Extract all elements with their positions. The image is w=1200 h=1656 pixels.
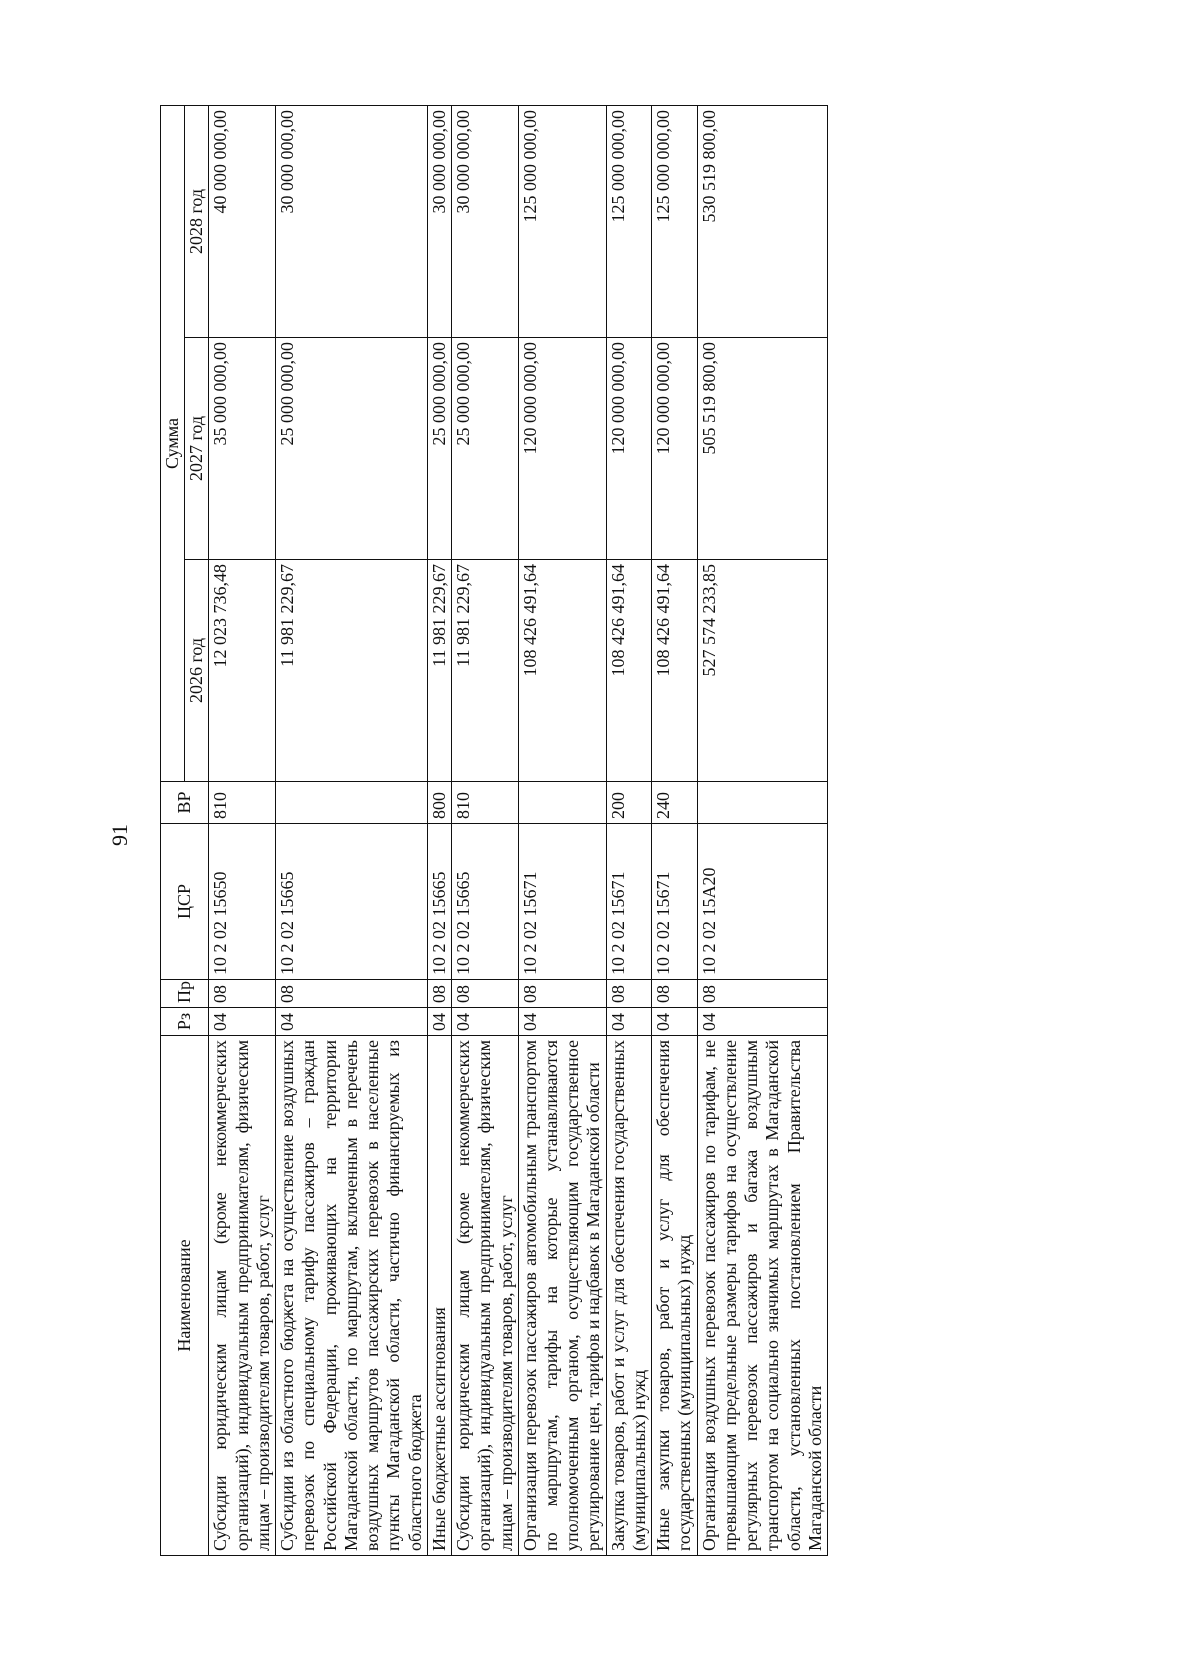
row-amount-2028: 30 000 000,00	[427, 105, 451, 337]
row-amount-2027: 25 000 000,00	[276, 338, 428, 560]
header-name: Наименование	[161, 1036, 209, 1556]
row-name: Субсидии из областного бюджета на осуществление воздушных перевозок по специальному тарифу пассажиров – граждан Российской Федерации, проживающих на территории Магаданской области, по маршрутам, включенным в перечень воздушных маршрутов пассажирских перевозок в населенные пункты Магаданской области, частично финансируемых из областного бюджета	[276, 1036, 428, 1556]
row-name: Организация перевозок пассажиров автомобильным транспортом по маршрутам, тарифы на которые устанавливаются уполномоченным органом, осуществляющим государственное регулирование цен, тарифов и надбавок в Магаданской области	[518, 1036, 606, 1556]
row-vr: 810	[209, 782, 276, 824]
row-amount-2028: 30 000 000,00	[276, 105, 428, 337]
header-pr: Пр	[161, 980, 209, 1008]
table-row	[606, 105, 651, 1555]
table-row	[427, 105, 451, 1555]
row-amount-2028: 125 000 000,00	[518, 105, 606, 337]
row-pr: 08	[276, 980, 428, 1008]
row-amount-2028: 125 000 000,00	[652, 105, 697, 337]
row-vr: 200	[606, 782, 651, 824]
row-amount-2026: 527 574 233,85	[697, 560, 827, 782]
row-pr: 08	[452, 980, 519, 1008]
row-vr: 800	[427, 782, 451, 824]
header-vr: ВР	[161, 782, 209, 824]
row-rz: 04	[209, 1008, 276, 1036]
row-amount-2027: 25 000 000,00	[427, 338, 451, 560]
row-rz: 04	[606, 1008, 651, 1036]
row-amount-2026: 108 426 491,64	[518, 560, 606, 782]
row-csr: 10 2 02 15671	[606, 824, 651, 980]
row-name: Субсидии юридическим лицам (кроме некоммерческих организаций), индивидуальным предпринимателям, физическим лицам – производителям товаров, работ, услуг	[209, 1036, 276, 1556]
row-pr: 08	[652, 980, 697, 1008]
budget-table-sheet	[160, 106, 1060, 1556]
row-csr: 10 2 02 15665	[452, 824, 519, 980]
row-rz: 04	[652, 1008, 697, 1036]
row-amount-2026: 108 426 491,64	[652, 560, 697, 782]
row-vr	[276, 782, 428, 824]
row-rz: 04	[276, 1008, 428, 1036]
row-name: Субсидии юридическим лицам (кроме некоммерческих организаций), индивидуальным предпринимателям, физическим лицам – производителям товаров, работ, услуг	[452, 1036, 519, 1556]
row-rz: 04	[427, 1008, 451, 1036]
table-row	[652, 105, 697, 1555]
row-amount-2026: 12 023 736,48	[209, 560, 276, 782]
row-name: Иные бюджетные ассигнования	[427, 1036, 451, 1556]
header-sum: Сумма	[161, 105, 185, 781]
row-amount-2027: 35 000 000,00	[209, 338, 276, 560]
header-year-2027: 2027 год	[185, 338, 209, 560]
row-name: Иные закупки товаров, работ и услуг для обеспечения государственных (муниципальных) нужд	[652, 1036, 697, 1556]
row-vr	[697, 782, 827, 824]
row-amount-2026: 11 981 229,67	[452, 560, 519, 782]
table-row	[209, 105, 276, 1555]
row-pr: 08	[518, 980, 606, 1008]
row-name: Организация воздушных перевозок пассажиров по тарифам, не превышающим предельные размеры тарифов на осуществление регулярных перевозок пассажиров и багажа воздушным транспортом на социально значимых маршрутах в Магаданской области, установленных постановлением Правительства Магаданской области	[697, 1036, 827, 1556]
table-row	[276, 105, 428, 1555]
row-amount-2027: 25 000 000,00	[452, 338, 519, 560]
table-body	[209, 105, 828, 1555]
row-amount-2027: 505 519 800,00	[697, 338, 827, 560]
row-amount-2026: 11 981 229,67	[276, 560, 428, 782]
header-year-2028: 2028 год	[185, 105, 209, 337]
table-row	[518, 105, 606, 1555]
row-pr: 08	[209, 980, 276, 1008]
row-amount-2028: 530 519 800,00	[697, 105, 827, 337]
row-amount-2027: 120 000 000,00	[606, 338, 651, 560]
row-csr: 10 2 02 15665	[276, 824, 428, 980]
row-rz: 04	[518, 1008, 606, 1036]
row-amount-2028: 40 000 000,00	[209, 105, 276, 337]
row-name: Закупка товаров, работ и услуг для обеспечения государственных (муниципальных) нужд	[606, 1036, 651, 1556]
row-amount-2026: 11 981 229,67	[427, 560, 451, 782]
row-amount-2027: 120 000 000,00	[652, 338, 697, 560]
row-pr: 08	[606, 980, 651, 1008]
row-vr	[518, 782, 606, 824]
table-header	[161, 105, 209, 1555]
row-amount-2028: 125 000 000,00	[606, 105, 651, 337]
row-csr: 10 2 02 15671	[652, 824, 697, 980]
row-vr: 810	[452, 782, 519, 824]
header-csr: ЦСР	[161, 824, 209, 980]
row-amount-2026: 108 426 491,64	[606, 560, 651, 782]
budget-table	[160, 105, 828, 1556]
header-year-2026: 2026 год	[185, 560, 209, 782]
row-amount-2028: 30 000 000,00	[452, 105, 519, 337]
row-rz: 04	[452, 1008, 519, 1036]
row-csr: 10 2 02 15665	[427, 824, 451, 980]
row-rz: 04	[697, 1008, 827, 1036]
row-csr: 10 2 02 15650	[209, 824, 276, 980]
row-csr: 10 2 02 15А20	[697, 824, 827, 980]
row-pr: 08	[427, 980, 451, 1008]
row-amount-2027: 120 000 000,00	[518, 338, 606, 560]
page-number: 91	[107, 824, 132, 846]
header-rz: Рз	[161, 1008, 209, 1036]
row-csr: 10 2 02 15671	[518, 824, 606, 980]
table-row	[452, 105, 519, 1555]
table-row	[697, 105, 827, 1555]
row-pr: 08	[697, 980, 827, 1008]
row-vr: 240	[652, 782, 697, 824]
